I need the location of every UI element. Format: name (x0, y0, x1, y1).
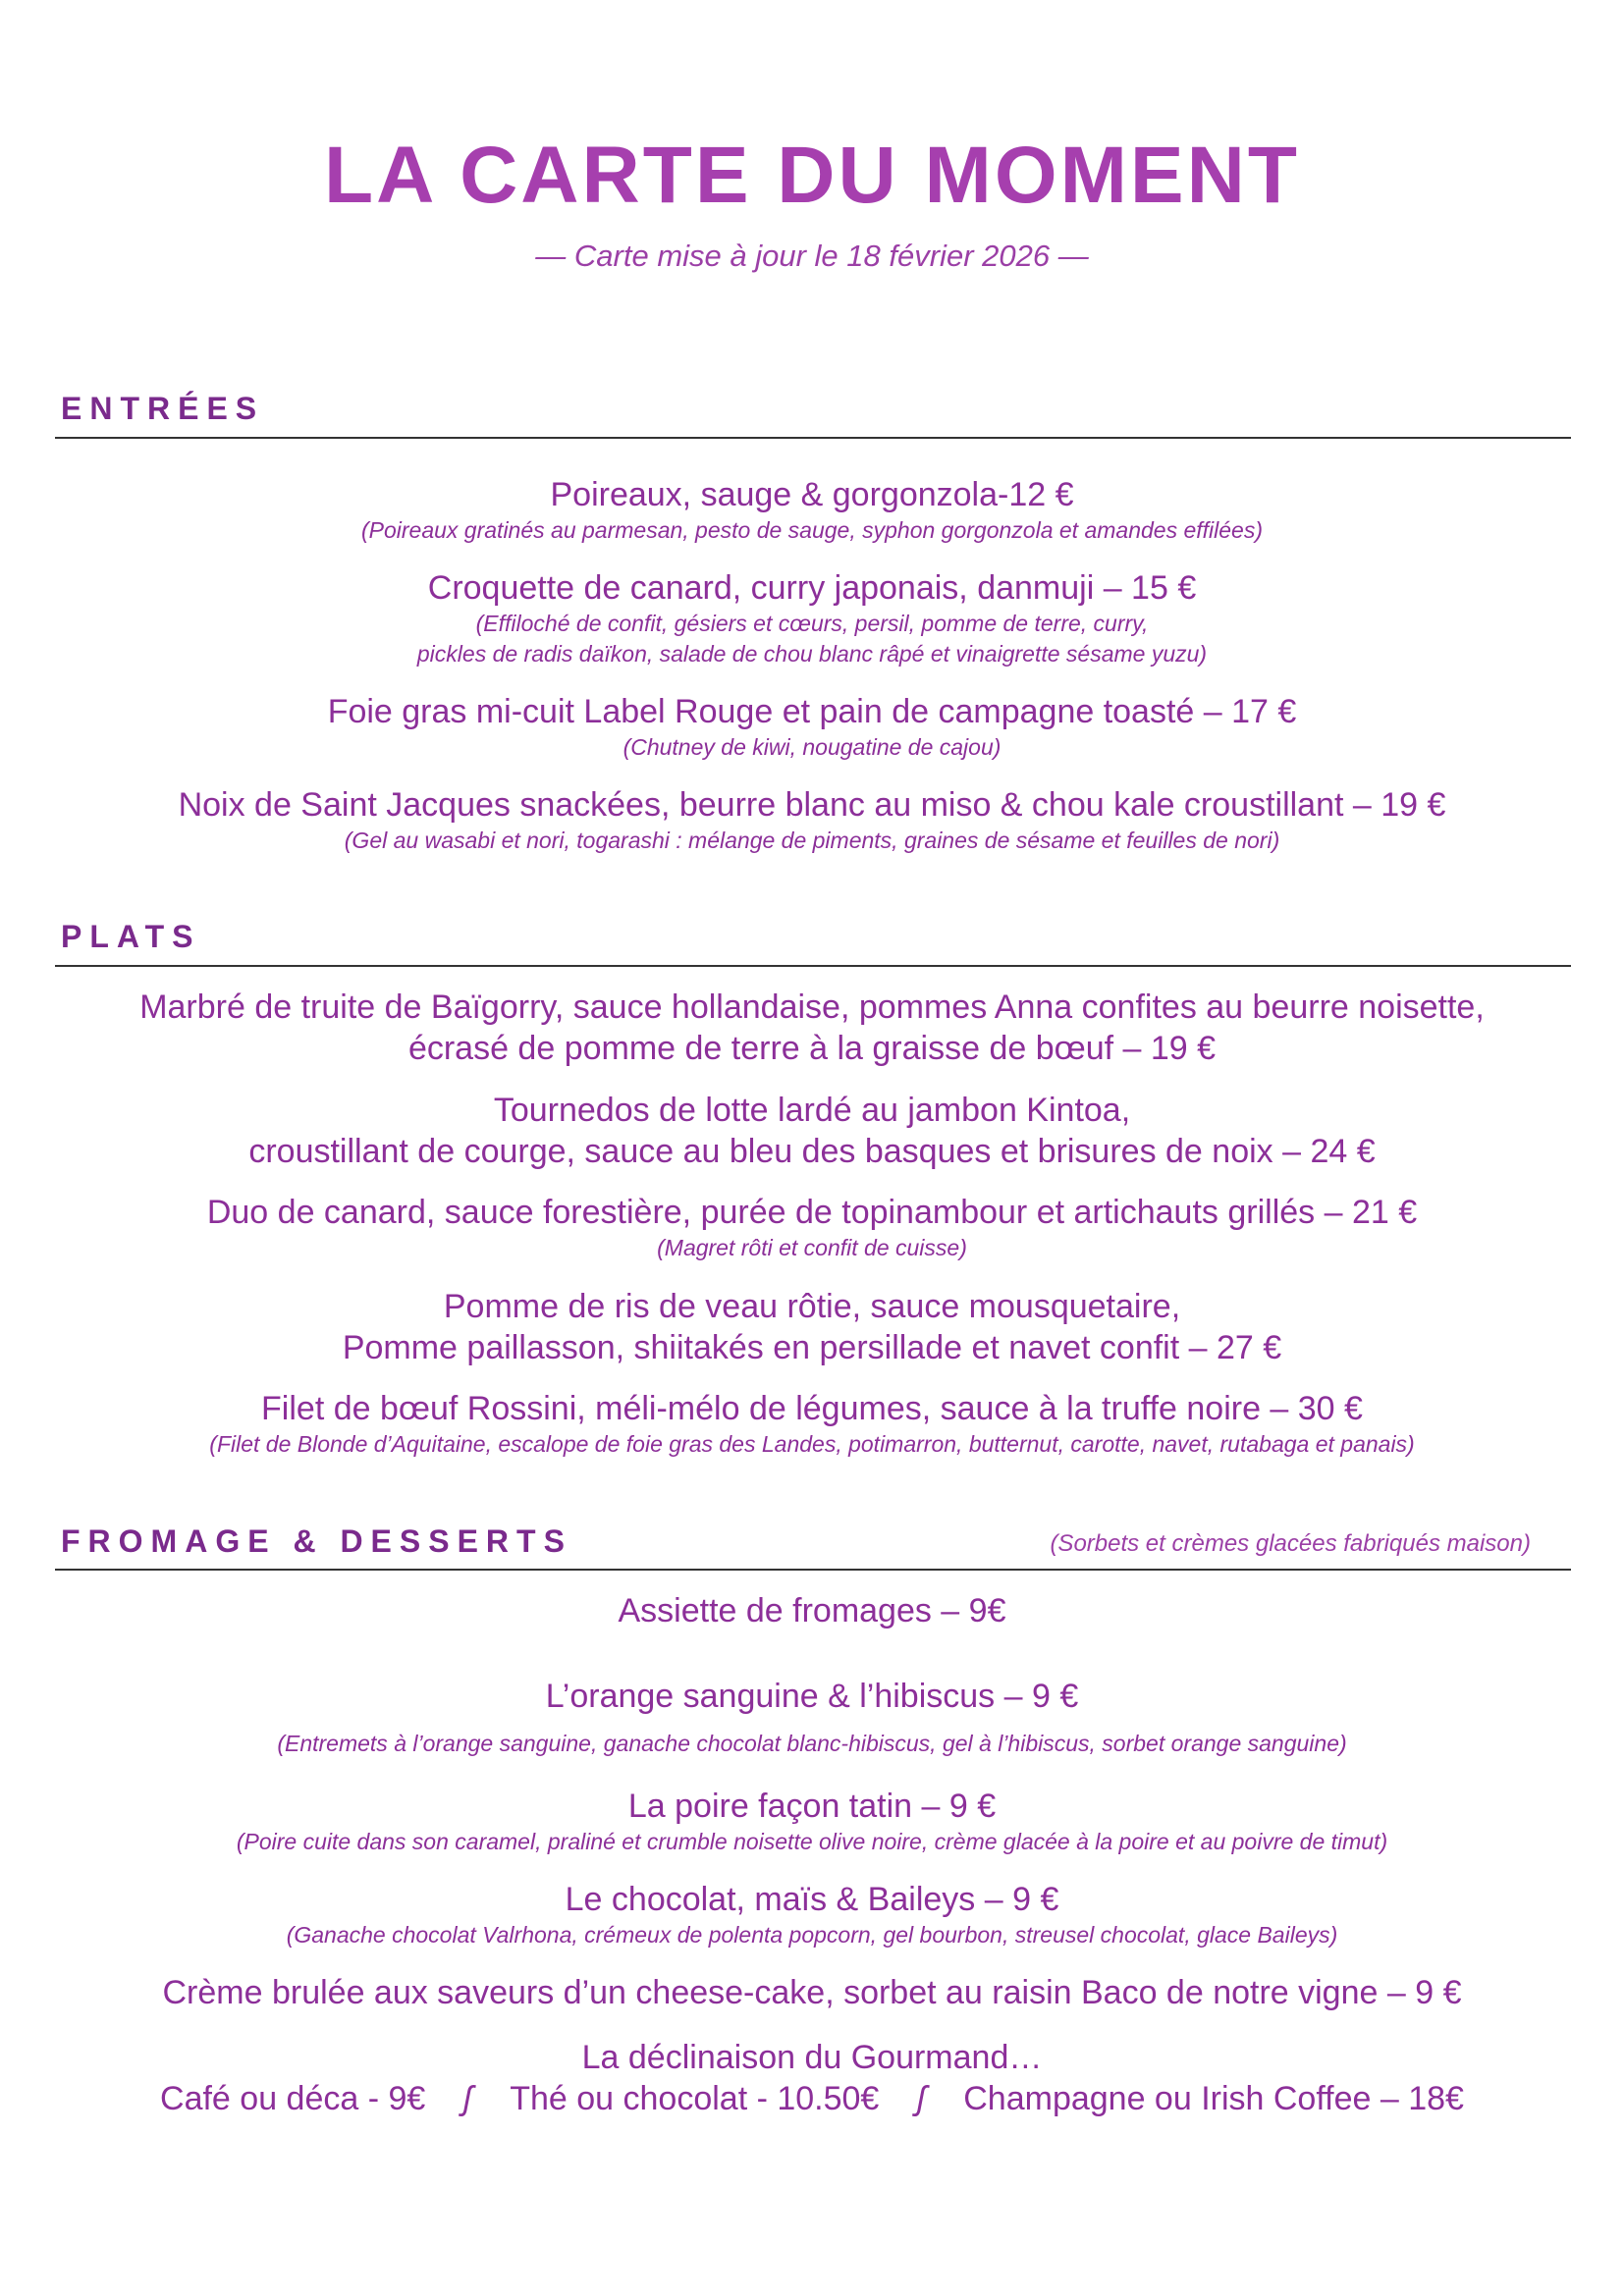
dish-name: Le chocolat, maïs & Baileys – 9 € (565, 1881, 1059, 1918)
dish-name: écrasé de pomme de terre à la graisse de bœuf – 19 € (407, 1030, 1217, 1067)
dish-description: (Magret rôti et confit de cuisse) (657, 1235, 967, 1260)
dish-name: Filet de bœuf Rossini, méli-mélo de légumes, sauce à la truffe noire – 30 € (261, 1390, 1363, 1427)
gourmand-option: Thé ou chocolat - 10.50€ (510, 2080, 880, 2117)
menu-item (39, 691, 1585, 763)
dish-name: Noix de Saint Jacques snackées, beurre blanc au miso & chou kale croustillant – 19 € (178, 786, 1446, 824)
section-heading-desserts: FROMAGE & DESSERTS (61, 1523, 572, 1559)
dish-description: (Filet de Blonde d’Aquitaine, escalope de foie gras des Landes, potimarron, butternut, carotte, navet, rutabaga et panais) (209, 1431, 1415, 1457)
section-heading-plats: PLATS (61, 919, 201, 954)
dish-name: Duo de canard, sauce forestière, purée de topinambour et artichauts grillés – 21 € (206, 1194, 1418, 1231)
menu-item (39, 1879, 1585, 1950)
dish-name: Crème brulée aux saveurs d’un cheese-cake, sorbet au raisin Baco de notre vigne – 9 € (162, 1974, 1462, 2011)
menu-item (39, 1972, 1585, 2013)
dish-description: (Entremets à l’orange sanguine, ganache chocolat blanc-hibiscus, gel à l’hibiscus, sorbet orange sanguine) (277, 1731, 1347, 1756)
menu-item (39, 1286, 1585, 1368)
section-divider (55, 437, 1571, 439)
page-subtitle: — Carte mise à jour le 18 février 2026 — (535, 239, 1089, 273)
dish-description: pickles de radis daïkon, salade de chou blanc râpé et vinaigrette sésame yuzu) (416, 641, 1208, 667)
separator-glyph: ʃ (462, 2080, 473, 2117)
section-note: (Sorbets et crèmes glacées fabriqués maison) (1050, 1530, 1531, 1557)
dish-name: Tournedos de lotte lardé au jambon Kintoa, (493, 1092, 1131, 1129)
dish-name: Marbré de truite de Baïgorry, sauce hollandaise, pommes Anna confites au beurre noisette, (139, 988, 1485, 1026)
menu-item (39, 1090, 1585, 1172)
section-divider (55, 965, 1571, 967)
section-divider (55, 1569, 1571, 1571)
page-title: LA CARTE DU MOMENT (324, 131, 1300, 220)
dish-name: Croquette de canard, curry japonais, danmuji – 15 € (427, 569, 1197, 607)
section-heading-entrees: ENTRÉES (61, 391, 265, 426)
dish-name: L’orange sanguine & l’hibiscus – 9 € (545, 1678, 1079, 1715)
menu-item (39, 1388, 1585, 1460)
gourmand-option: Champagne ou Irish Coffee – 18€ (963, 2080, 1464, 2117)
menu-item (39, 1590, 1585, 1631)
gourmand-options (39, 2078, 1585, 2119)
menu-item (39, 987, 1585, 1069)
menu-item (39, 474, 1585, 546)
menu-item (39, 1192, 1585, 1263)
separator-glyph: ʃ (916, 2080, 927, 2117)
menu-item (39, 784, 1585, 856)
dish-name: croustillant de courge, sauce au bleu des basques et brisures de noix – 24 € (248, 1133, 1376, 1170)
gourmand-block (39, 2037, 1585, 2119)
menu-item (39, 1786, 1585, 1857)
menu-item (39, 1676, 1585, 1759)
dish-name: Foie gras mi-cuit Label Rouge et pain de campagne toasté – 17 € (327, 693, 1297, 730)
gourmand-option: Café ou déca - 9€ (160, 2080, 426, 2117)
gourmand-title: La déclinaison du Gourmand… (581, 2039, 1043, 2076)
dish-name: Poireaux, sauge & gorgonzola-12 € (550, 476, 1074, 513)
dish-description: (Ganache chocolat Valrhona, crémeux de polenta popcorn, gel bourbon, streusel chocolat, glace Baileys) (286, 1922, 1338, 1948)
dish-name: La poire façon tatin – 9 € (627, 1788, 997, 1825)
dish-description: (Effiloché de confit, gésiers et cœurs, persil, pomme de terre, curry, (475, 611, 1149, 636)
dish-description: (Poire cuite dans son caramel, praliné et crumble noisette olive noire, crème glacée à la poire et au poivre de timut) (236, 1829, 1388, 1854)
dish-description: (Gel au wasabi et nori, togarashi : mélange de piments, graines de sésame et feuilles de nori) (344, 828, 1280, 853)
dish-name: Pomme paillasson, shiitakés en persillade et navet confit – 27 € (342, 1329, 1282, 1366)
dish-name: Pomme de ris de veau rôtie, sauce mousquetaire, (443, 1288, 1181, 1325)
dish-description: (Poireaux gratinés au parmesan, pesto de sauge, syphon gorgonzola et amandes effilées) (360, 517, 1263, 543)
dish-name: Assiette de fromages – 9€ (618, 1592, 1006, 1629)
menu-item (39, 567, 1585, 669)
dish-description: (Chutney de kiwi, nougatine de cajou) (623, 734, 1001, 760)
